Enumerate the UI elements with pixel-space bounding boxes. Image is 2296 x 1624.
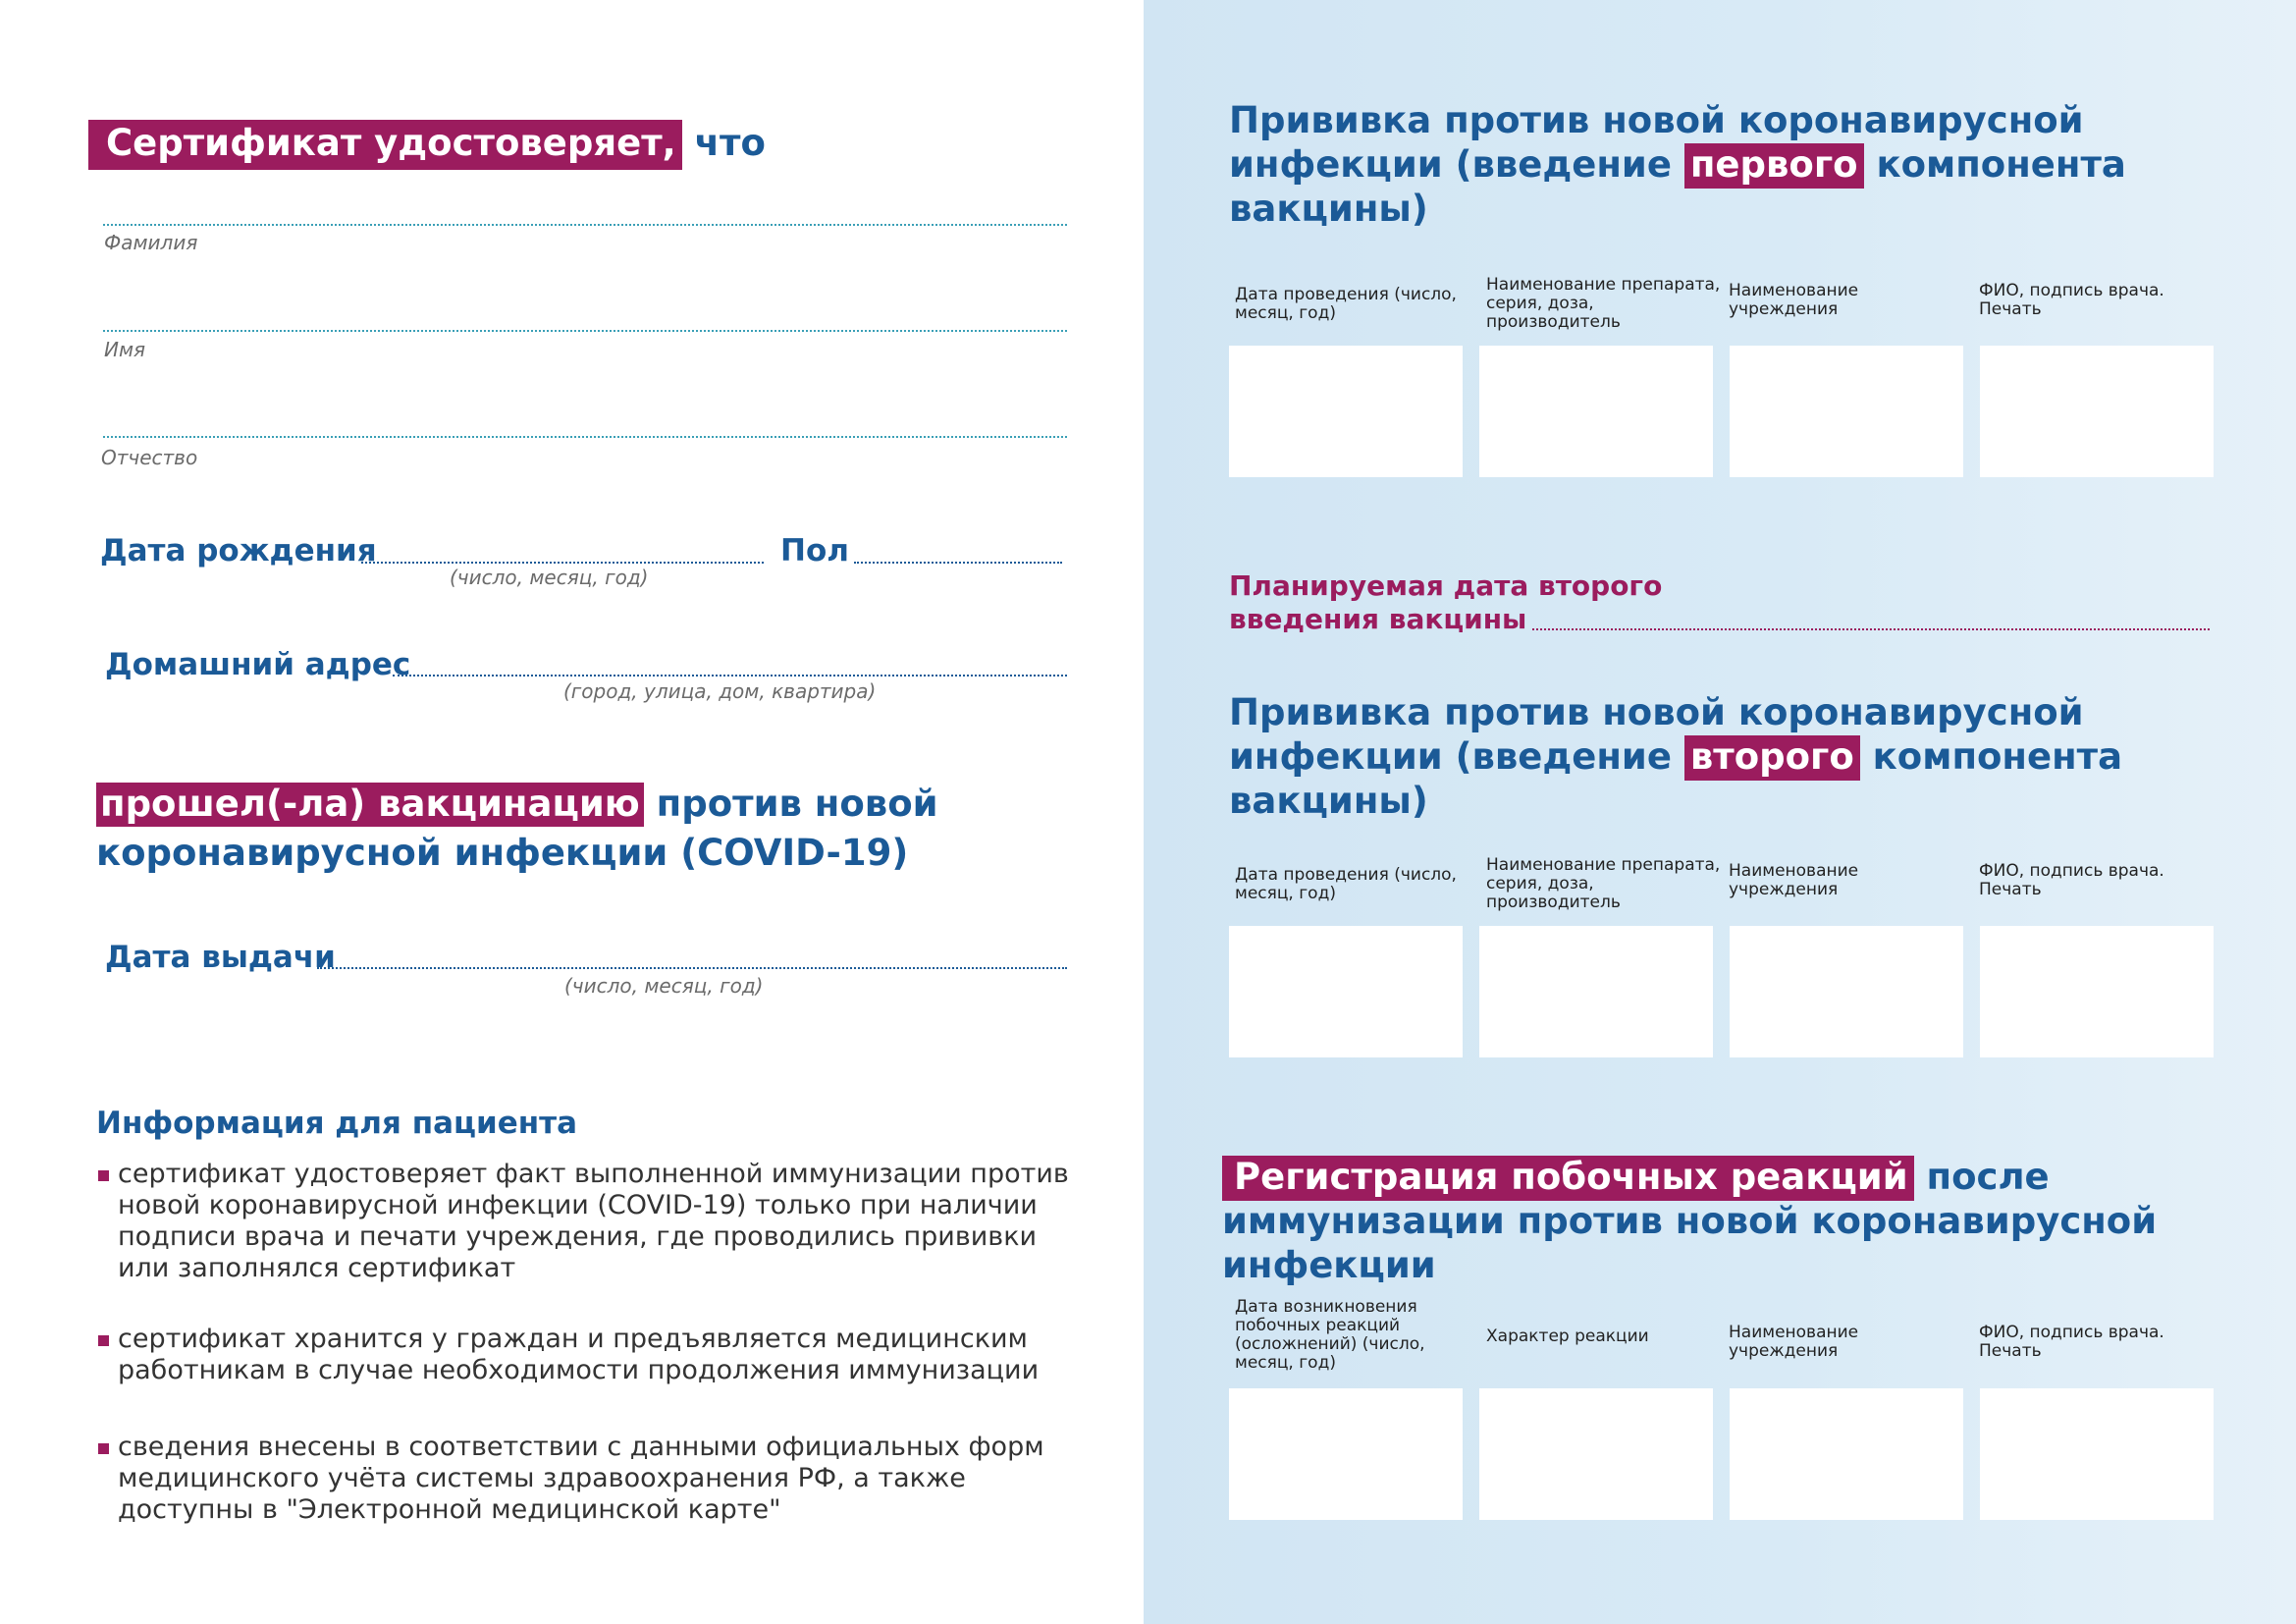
reactions-col-date: Дата возникновения побочных реакций (осложнений) (число, месяц, год) xyxy=(1235,1297,1425,1373)
patient-info-bullet xyxy=(96,1159,1078,1284)
planned-date-line[interactable] xyxy=(1532,628,2210,630)
issue-date-caption: (число, месяц, год) xyxy=(564,974,764,998)
second-drug-cell[interactable] xyxy=(1479,926,1713,1057)
bullet-text: сертификат удостоверяет факт выполненной иммунизации против новой коронавирусной инфекции (COVID-19) только при наличии подписи врача и печати учреждения, где проводились прививки или заполнялся сертификат xyxy=(118,1159,1069,1283)
bullet-square-icon xyxy=(98,1335,109,1346)
bullet-text: сведения внесены в соответствии с данными официальных форм медицинского учёта системы здравоохранения РФ, а также доступны в "Электронной медицинской карте" xyxy=(118,1432,1044,1525)
reactions-doctor-cell[interactable] xyxy=(1980,1388,2214,1520)
reactions-title-highlight: Регистрация побочных реакций xyxy=(1222,1156,1914,1201)
first-dose-title-after: компонента вакцины) xyxy=(1229,143,2126,230)
second-dose-title-before: Прививка против новой коронавирусной инфекции (введение xyxy=(1229,691,2084,778)
address-label: Домашний адрес xyxy=(105,647,411,682)
first-dose-title xyxy=(1229,98,2171,231)
reactions-col-type: Характер реакции xyxy=(1486,1326,1649,1346)
first-institution-cell[interactable] xyxy=(1730,346,1963,477)
vaccination-statement-highlight: прошел(-ла) вакцинацию xyxy=(96,783,644,827)
certificate-heading-rest: что xyxy=(681,122,766,164)
gender-line[interactable] xyxy=(854,562,1062,564)
certificate-heading-highlight: Сертификат удостоверяет, xyxy=(88,120,682,170)
first-col-date: Дата проведения (число, месяц, год) xyxy=(1235,285,1457,323)
second-dose-title-highlight: второго xyxy=(1684,735,1860,781)
certificate-heading xyxy=(88,118,766,169)
first-col-institution: Наименование учреждения xyxy=(1729,281,1859,319)
patronymic-caption: Отчество xyxy=(101,446,198,469)
planned-date-line1: Планируемая дата второго xyxy=(1229,569,1663,602)
first-col-doctor: ФИО, подпись врача. Печать xyxy=(1979,281,2164,319)
patient-info-title: Информация для пациента xyxy=(96,1106,578,1141)
issue-date-label: Дата выдачи xyxy=(105,940,336,975)
vaccination-statement-rest: против новой коронавирусной инфекции (COVID-19) xyxy=(96,783,938,874)
bullet-square-icon xyxy=(98,1170,109,1181)
second-col-drug: Наименование препарата, серия, доза, производитель xyxy=(1486,855,1721,912)
birth-date-caption: (число, месяц, год) xyxy=(450,566,649,589)
address-line[interactable] xyxy=(393,675,1067,677)
first-date-cell[interactable] xyxy=(1229,346,1463,477)
gender-label: Пол xyxy=(780,533,849,568)
first-dose-title-before: Прививка против новой коронавирусной инфекции (введение xyxy=(1229,99,2084,186)
first-drug-cell[interactable] xyxy=(1479,346,1713,477)
bullet-square-icon xyxy=(98,1443,109,1454)
vaccination-statement xyxy=(96,780,980,878)
issue-date-line[interactable] xyxy=(317,967,1067,969)
address-caption: (город, улица, дом, квартира) xyxy=(563,679,877,703)
patient-info-bullet xyxy=(96,1324,1078,1386)
reactions-date-cell[interactable] xyxy=(1229,1388,1463,1520)
certificate-right-page xyxy=(1144,0,2296,1624)
second-dose-title xyxy=(1229,690,2171,823)
reactions-type-cell[interactable] xyxy=(1479,1388,1713,1520)
second-institution-cell[interactable] xyxy=(1730,926,1963,1057)
name-line[interactable] xyxy=(103,330,1067,332)
surname-caption: Фамилия xyxy=(104,231,198,254)
name-caption: Имя xyxy=(104,338,146,361)
second-col-date: Дата проведения (число, месяц, год) xyxy=(1235,865,1457,903)
planned-date-label xyxy=(1229,569,1662,636)
second-col-doctor: ФИО, подпись врача. Печать xyxy=(1979,861,2164,899)
surname-line[interactable] xyxy=(103,224,1067,226)
birth-date-label: Дата рождения xyxy=(100,533,377,568)
reactions-title-rest: после иммунизации против новой коронавирусной инфекции xyxy=(1222,1156,2158,1286)
bullet-text: сертификат хранится у граждан и предъявляется медицинским работникам в случае необходимости продолжения иммунизации xyxy=(118,1324,1040,1385)
patronymic-line[interactable] xyxy=(103,436,1067,438)
first-doctor-cell[interactable] xyxy=(1980,346,2214,477)
patient-info-bullet xyxy=(96,1432,1078,1526)
certificate-left-page xyxy=(0,0,1144,1624)
reactions-col-institution: Наименование учреждения xyxy=(1729,1323,1859,1361)
first-col-drug: Наименование препарата, серия, доза, производитель xyxy=(1486,275,1721,332)
reactions-institution-cell[interactable] xyxy=(1730,1388,1963,1520)
second-col-institution: Наименование учреждения xyxy=(1729,861,1859,899)
second-date-cell[interactable] xyxy=(1229,926,1463,1057)
first-dose-title-highlight: первого xyxy=(1684,143,1864,189)
second-dose-title-after: компонента вакцины) xyxy=(1229,735,2123,822)
planned-date-line2: введения вакцины xyxy=(1229,603,1527,635)
second-doctor-cell[interactable] xyxy=(1980,926,2214,1057)
reactions-title xyxy=(1222,1155,2194,1287)
birth-date-line[interactable] xyxy=(361,562,764,564)
reactions-col-doctor: ФИО, подпись врача. Печать xyxy=(1979,1323,2164,1361)
